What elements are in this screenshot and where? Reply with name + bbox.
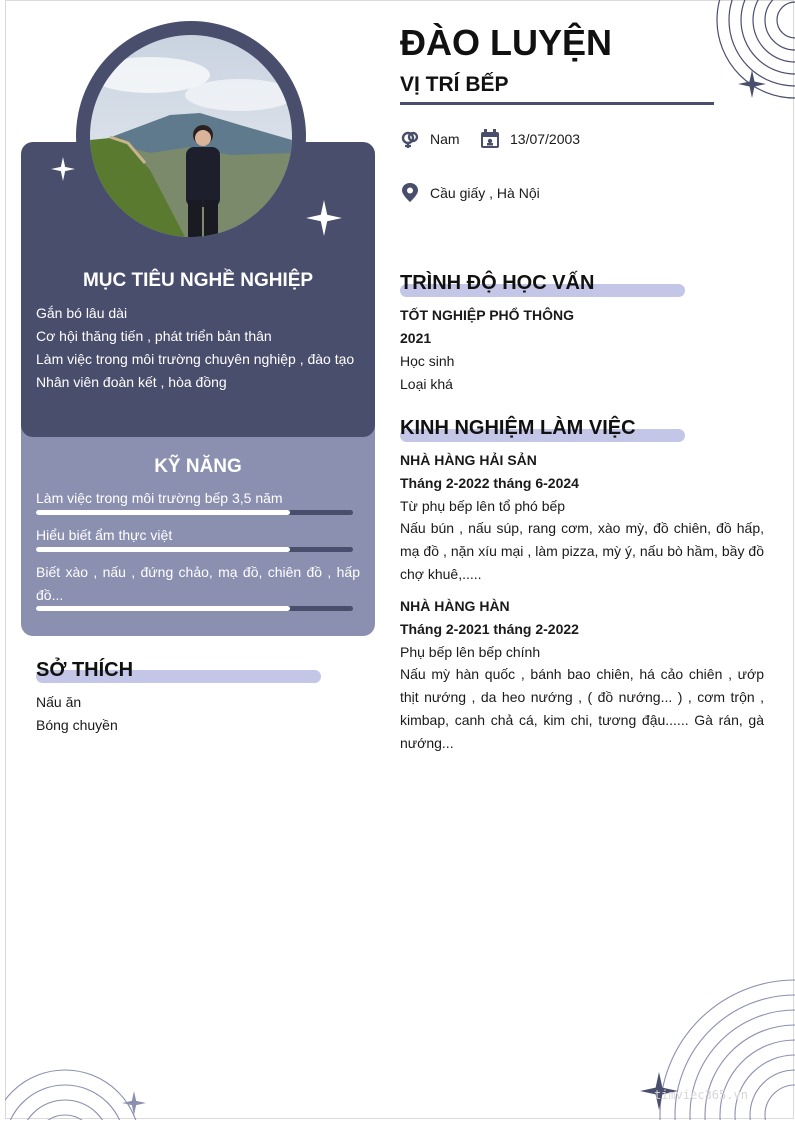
sparkle-icon xyxy=(122,1091,146,1115)
address-value: Cầu giấy , Hà Nội xyxy=(430,185,540,201)
candidate-name: ĐÀO LUYỆN xyxy=(400,22,613,63)
hobbies-title: SỞ THÍCH xyxy=(36,659,134,681)
location-pin-icon xyxy=(400,183,420,203)
profile-photo xyxy=(90,35,292,237)
skill-bar xyxy=(36,606,353,611)
objective-title: MỤC TIÊU NGHỀ NGHIỆP xyxy=(82,270,314,291)
objective-line: Cơ hội thăng tiến , phát triển bản thân xyxy=(36,328,272,344)
skill-bar-fill xyxy=(36,547,290,552)
job-description: Nấu mỳ hàn quốc , bánh bao chiên, há cảo chiên , ướp thịt nướng , da heo nướng , ( đồ nướng... ) , cơm trộn , kimbap, canh chả cá, kim chi, tương đậu...... Gà rán, gà nướng... xyxy=(400,666,764,751)
objective-line: Nhân viên đoàn kết , hòa đồng xyxy=(36,374,227,390)
experience-title: KINH NGHIỆM LÀM VIỆC xyxy=(400,417,636,439)
skill-bar-fill xyxy=(36,510,290,515)
position-title: VỊ TRÍ BẾP xyxy=(400,73,509,96)
education-title: TRÌNH ĐỘ HỌC VẤN xyxy=(400,272,595,294)
calendar-icon xyxy=(480,129,500,149)
skill-bar-fill xyxy=(36,606,290,611)
education-role: Học sinh xyxy=(400,353,455,369)
job-role: Từ phụ bếp lên tổ phó bếp xyxy=(400,498,566,514)
objective-line: Làm việc trong môi trường chuyên nghiệp , đào tạo xyxy=(36,351,355,367)
education-year: 2021 xyxy=(400,330,432,346)
avatar xyxy=(90,35,292,237)
objective-line: Gắn bó lâu dài xyxy=(36,305,128,321)
skill-label: Làm việc trong môi trường bếp 3,5 năm xyxy=(36,490,283,506)
watermark: timviec365.vn xyxy=(654,1088,748,1102)
skill-label: Biết xào , nấu , đứng chảo, mạ đồ, chiên đồ , hấp đồ... xyxy=(36,564,360,603)
hobby-item: Bóng chuyền xyxy=(36,717,118,733)
gender-icon xyxy=(400,129,420,149)
sparkle-icon xyxy=(306,200,342,236)
header-divider xyxy=(400,102,714,105)
job-period: Tháng 2-2022 tháng 6-2024 xyxy=(400,475,579,491)
skills-title: KỸ NĂNG xyxy=(154,456,242,477)
job-description: Nấu bún , nấu súp, rang cơm, xào mỳ, đồ chiên, đồ hấp, mạ đồ , nặn xíu mại , làm pizza, mỳ ý, nấu bò hầm, bầy đồ chợ khuê,..... xyxy=(400,520,764,582)
gender-value: Nam xyxy=(430,131,460,147)
education-school: TỐT NGHIỆP PHỔ THÔNG xyxy=(400,307,574,323)
skill-bar xyxy=(36,510,353,515)
hobby-item: Nấu ăn xyxy=(36,694,82,710)
education-grade: Loại khá xyxy=(400,376,453,392)
job-company: NHÀ HÀNG HẢI SẢN xyxy=(400,452,537,468)
job-period: Tháng 2-2021 tháng 2-2022 xyxy=(400,621,579,637)
skill-bar xyxy=(36,547,353,552)
job-role: Phụ bếp lên bếp chính xyxy=(400,644,541,660)
job-company: NHÀ HÀNG HÀN xyxy=(400,598,510,614)
dob-value: 13/07/2003 xyxy=(510,131,581,147)
sparkle-icon xyxy=(738,70,766,98)
skill-label: Hiểu biết ẩm thực việt xyxy=(36,527,173,543)
sparkle-icon xyxy=(51,157,75,181)
